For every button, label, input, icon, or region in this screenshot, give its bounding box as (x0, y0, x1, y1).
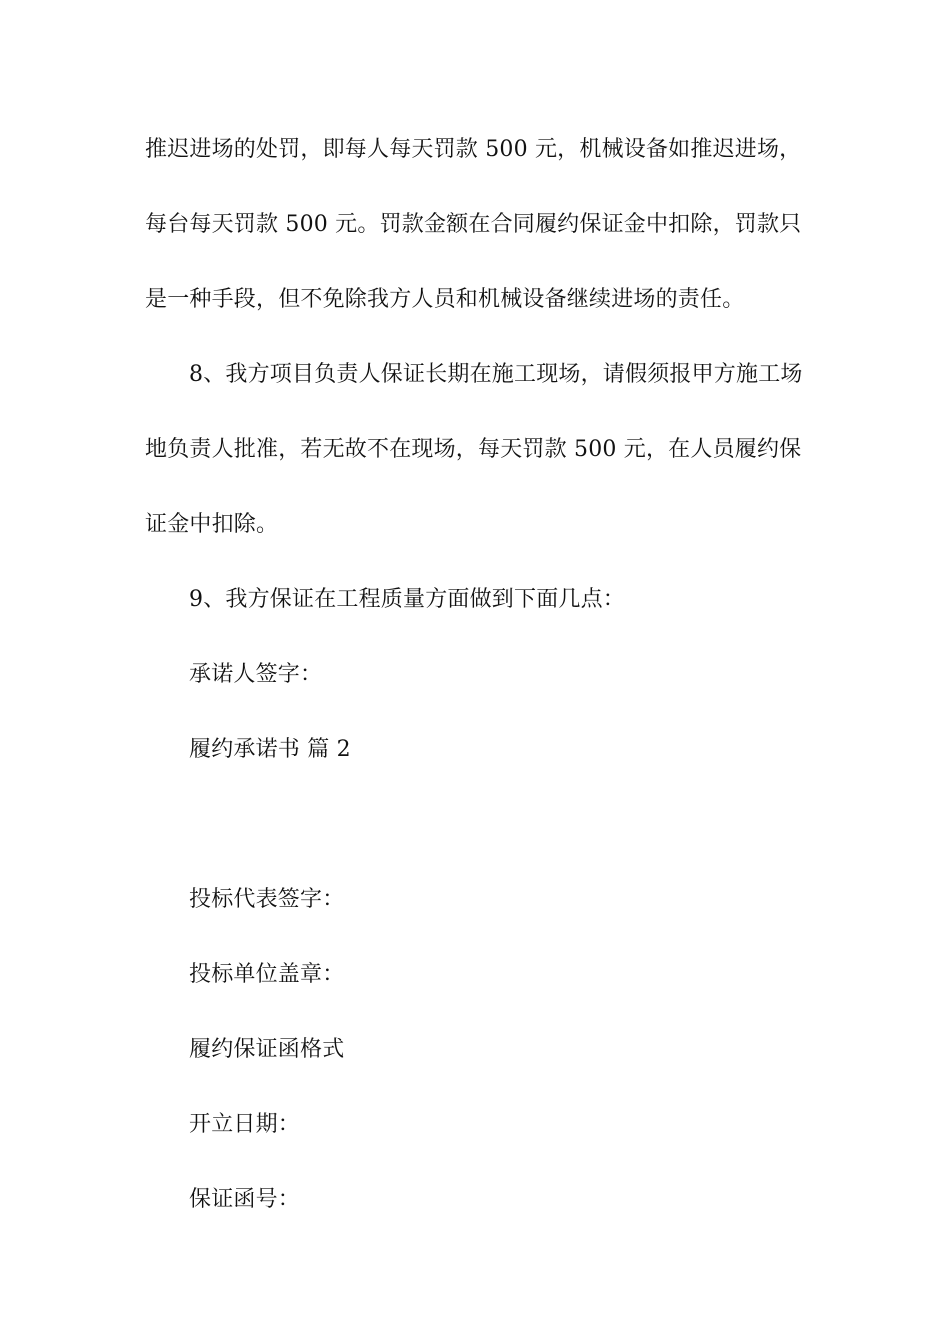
paragraph-line: 每台每天罚款 500 元。罚款金额在合同履约保证金中扣除，罚款只 (145, 212, 802, 237)
clause-8-line: 8、我方项目负责人保证长期在施工现场，请假须报甲方施工场 (189, 362, 803, 387)
guarantee-format-title: 履约保证函格式 (189, 1037, 345, 1062)
guarantee-number-label: 保证函号： (189, 1187, 301, 1212)
paragraph-line: 推迟进场的处罚，即每人每天罚款 500 元，机械设备如推迟进场， (145, 137, 802, 162)
clause-9-line: 9、我方保证在工程质量方面做到下面几点： (189, 587, 625, 612)
paragraph-line: 是一种手段，但不免除我方人员和机械设备继续进场的责任。 (145, 287, 745, 312)
paragraph-line: 证金中扣除。 (145, 512, 279, 537)
issue-date-label: 开立日期： (189, 1112, 301, 1137)
promisor-signature-label: 承诺人签字： (189, 662, 323, 687)
bidder-seal-label: 投标单位盖章： (189, 962, 345, 987)
bidder-representative-signature-label: 投标代表签字： (189, 887, 345, 912)
section-heading: 履约承诺书 篇 2 (189, 737, 351, 762)
paragraph-line: 地负责人批准，若无故不在现场，每天罚款 500 元，在人员履约保 (145, 437, 802, 462)
